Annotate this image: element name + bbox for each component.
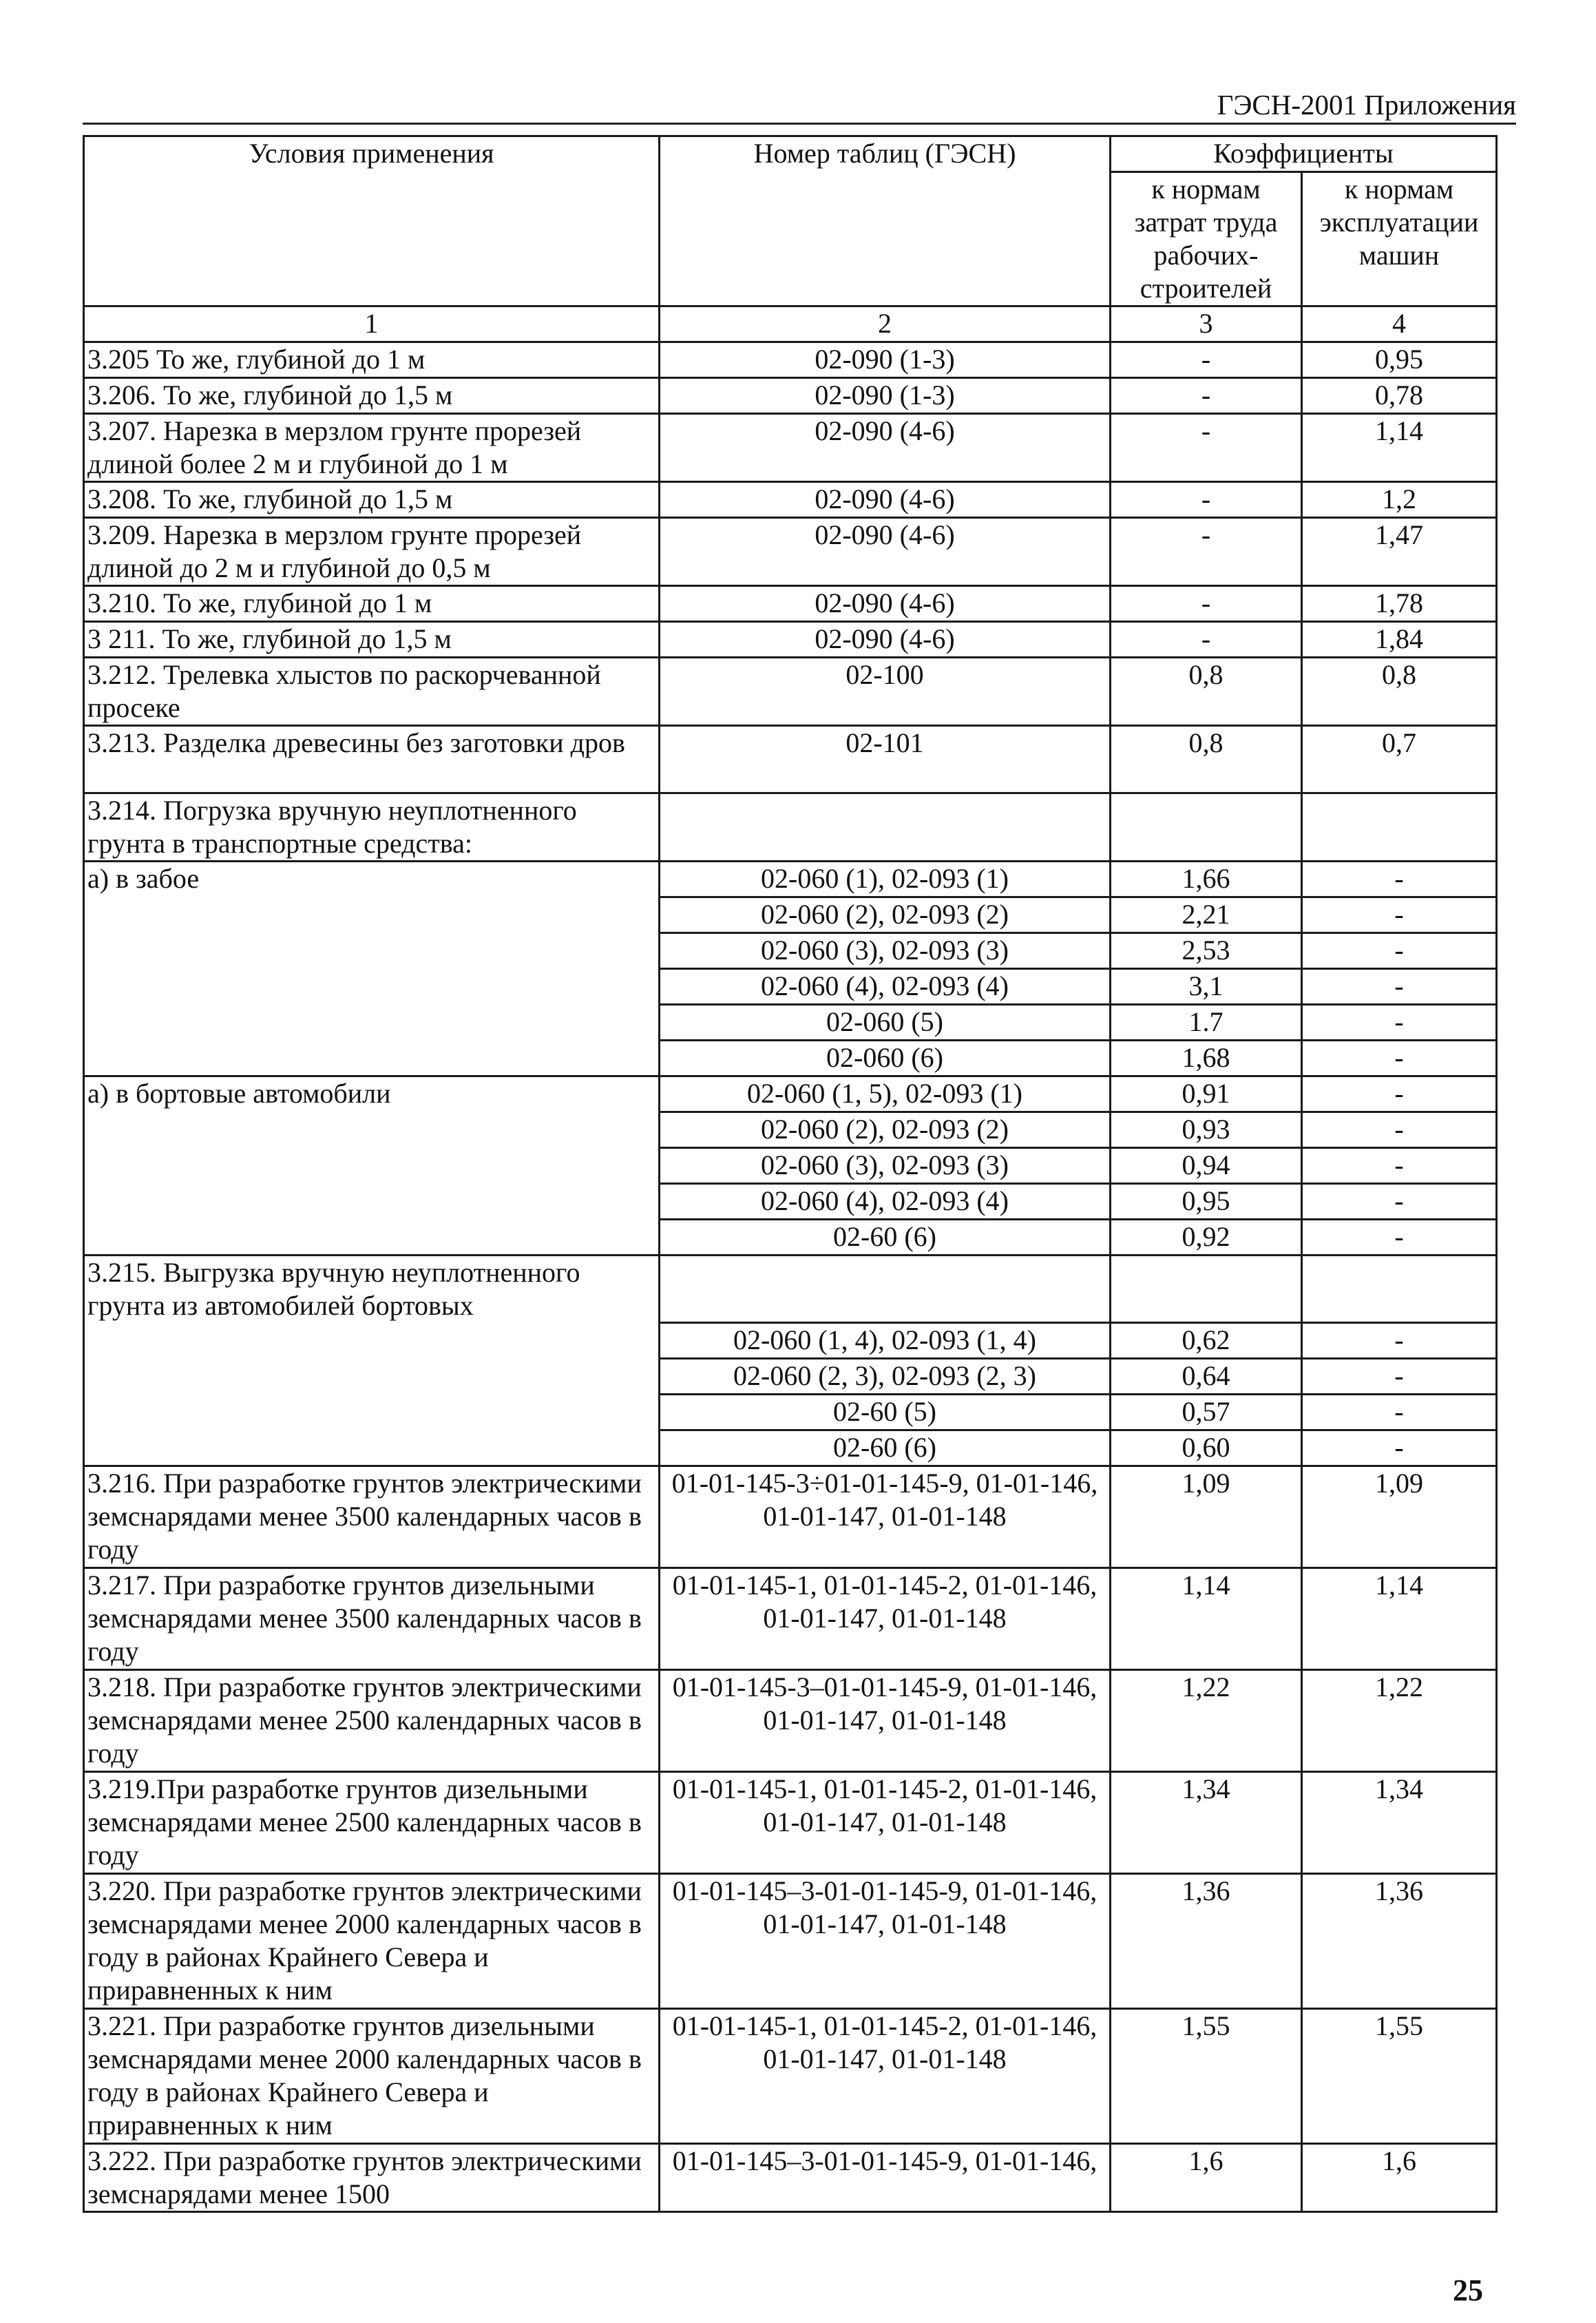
condition-cell: 3.213. Разделка древесины без заготовки дров (84, 726, 660, 793)
machine-coef-cell: - (1302, 1395, 1497, 1430)
condition-cell: 3.206. То же, глубиной до 1,5 м (84, 378, 660, 414)
labor-coef-cell: 1,34 (1111, 1772, 1302, 1874)
condition-cell: 3.217. При разработке грунтов дизельными земснарядами менее 3500 календарных часов в году (84, 1568, 660, 1670)
labor-coef-cell: 0,91 (1111, 1076, 1302, 1112)
condition-cell: 3.222. При разработке грунтов электрическими земснарядами менее 1500 (84, 2144, 660, 2212)
col-number: 3 (1111, 306, 1302, 342)
table-row (84, 1772, 1497, 1874)
table-body (84, 342, 1497, 2212)
table-number-cell: 02-090 (1-3) (660, 342, 1111, 378)
labor-coef-cell: 0,60 (1111, 1430, 1302, 1466)
table-number-cell: 01-01-145-3–01-01-145-9, 01-01-146, 01-01-147, 01-01-148 (660, 1670, 1111, 1772)
table-number-cell: 02-060 (1, 4), 02-093 (1, 4) (660, 1323, 1111, 1359)
table-row (84, 1670, 1497, 1772)
table-number-cell: 02-060 (4), 02-093 (4) (660, 1184, 1111, 1220)
labor-coef-cell: - (1111, 482, 1302, 518)
header-table-number: Номер таблиц (ГЭСН) (660, 136, 1111, 306)
condition-cell: 3.219.При разработке грунтов дизельными земснарядами менее 2500 календарных часов в году (84, 1772, 660, 1874)
table-number-cell (660, 793, 1111, 862)
col-number: 4 (1302, 306, 1497, 342)
table-number-cell: 02-090 (4-6) (660, 518, 1111, 586)
machine-coef-cell: - (1302, 1005, 1497, 1041)
table-row (84, 414, 1497, 482)
table-number-cell: 02-060 (3), 02-093 (3) (660, 1148, 1111, 1184)
machine-coef-cell: - (1302, 1323, 1497, 1359)
table-number-cell: 01-01-145–3-01-01-145-9, 01-01-146, (660, 2144, 1111, 2212)
header-conditions: Условия применения (84, 136, 660, 306)
table-row (84, 658, 1497, 726)
table-number-cell: 02-60 (6) (660, 1430, 1111, 1466)
labor-coef-cell (1111, 1256, 1302, 1323)
machine-coef-cell: - (1302, 1220, 1497, 1256)
table-number-cell: 01-01-145-3÷01-01-145-9, 01-01-146, 01-01-147, 01-01-148 (660, 1466, 1111, 1568)
table-number-cell: 01-01-145–3-01-01-145-9, 01-01-146, 01-01-147, 01-01-148 (660, 1874, 1111, 2009)
page-number: 25 (1453, 2273, 1483, 2307)
condition-cell: 3.218. При разработке грунтов электрическими земснарядами менее 2500 календарных часов в году (84, 1670, 660, 1772)
labor-coef-cell: 0,92 (1111, 1220, 1302, 1256)
labor-coef-cell: 1,22 (1111, 1670, 1302, 1772)
table-row (84, 2144, 1497, 2212)
machine-coef-cell: 1,47 (1302, 518, 1497, 586)
labor-coef-cell: - (1111, 586, 1302, 622)
table-number-cell: 02-060 (6) (660, 1041, 1111, 1076)
labor-coef-cell (1111, 793, 1302, 862)
labor-coef-cell: 1,55 (1111, 2009, 1302, 2144)
table-number-cell: 02-60 (5) (660, 1395, 1111, 1430)
table-number-cell: 02-090 (4-6) (660, 414, 1111, 482)
table-number-cell: 02-060 (3), 02-093 (3) (660, 933, 1111, 969)
machine-coef-cell: 1,6 (1302, 2144, 1497, 2212)
labor-coef-cell: - (1111, 378, 1302, 414)
labor-coef-cell: 1,6 (1111, 2144, 1302, 2212)
condition-cell: 3 211. То же, глубиной до 1,5 м (84, 622, 660, 658)
table-row (84, 1874, 1497, 2009)
machine-coef-cell (1302, 1256, 1497, 1323)
labor-coef-cell: 0,57 (1111, 1395, 1302, 1430)
machine-coef-cell: 1,84 (1302, 622, 1497, 658)
table-row (84, 482, 1497, 518)
labor-coef-cell: 0,8 (1111, 726, 1302, 793)
labor-coef-cell: 1,66 (1111, 862, 1302, 897)
header-coefficients: Коэффициенты (1111, 136, 1497, 172)
machine-coef-cell: 1,2 (1302, 482, 1497, 518)
labor-coef-cell: 0,93 (1111, 1112, 1302, 1148)
table-number-cell: 02-090 (4-6) (660, 622, 1111, 658)
labor-coef-cell: 1,68 (1111, 1041, 1302, 1076)
table-row (84, 726, 1497, 793)
header-rule (83, 123, 1516, 125)
condition-cell: 3.216. При разработке грунтов электрическими земснарядами менее 3500 календарных часов в году (84, 1466, 660, 1568)
table-number-cell: 02-060 (1, 5), 02-093 (1) (660, 1076, 1111, 1112)
table-row (84, 342, 1497, 378)
machine-coef-cell: - (1302, 933, 1497, 969)
machine-coef-cell: 0,95 (1302, 342, 1497, 378)
machine-coef-cell: 1,36 (1302, 1874, 1497, 2009)
labor-coef-cell: - (1111, 622, 1302, 658)
labor-coef-cell: - (1111, 518, 1302, 586)
table-row (84, 1568, 1497, 1670)
machine-coef-cell: 1,22 (1302, 1670, 1497, 1772)
table-number-cell: 02-060 (5) (660, 1005, 1111, 1041)
machine-coef-cell: 0,8 (1302, 658, 1497, 726)
condition-cell: 3.214. Погрузка вручную неуплотненного грунта в транспортные средства: (84, 793, 660, 862)
col-number: 1 (84, 306, 660, 342)
machine-coef-cell: - (1302, 862, 1497, 897)
machine-coef-cell: 1,78 (1302, 586, 1497, 622)
table-row (84, 1076, 1497, 1112)
labor-coef-cell: - (1111, 414, 1302, 482)
machine-coef-cell: - (1302, 1148, 1497, 1184)
condition-cell: 3.212. Трелевка хлыстов по раскорчеванной просеке (84, 658, 660, 726)
table-row (84, 793, 1497, 862)
machine-coef-cell: - (1302, 1359, 1497, 1395)
labor-coef-cell: 1,09 (1111, 1466, 1302, 1568)
machine-coef-cell (1302, 793, 1497, 862)
machine-coef-cell: - (1302, 1430, 1497, 1466)
table-number-cell: 02-060 (1), 02-093 (1) (660, 862, 1111, 897)
machine-coef-cell: 1,34 (1302, 1772, 1497, 1874)
table-number-cell: 02-090 (4-6) (660, 482, 1111, 518)
condition-cell: 3.207. Нарезка в мерзлом грунте прорезей длиной более 2 м и глубиной до 1 м (84, 414, 660, 482)
condition-cell: а) в забое (84, 862, 660, 1076)
table-row (84, 622, 1497, 658)
labor-coef-cell: 2,53 (1111, 933, 1302, 969)
table-number-cell (660, 1256, 1111, 1323)
table-row (84, 518, 1497, 586)
labor-coef-cell: 0,62 (1111, 1323, 1302, 1359)
table-row (84, 378, 1497, 414)
table-row (84, 586, 1497, 622)
table-row (84, 862, 1497, 897)
machine-coef-cell: - (1302, 1184, 1497, 1220)
labor-coef-cell: 0,95 (1111, 1184, 1302, 1220)
header-machines: к нормам эксплуатации машин (1302, 172, 1497, 306)
condition-cell: а) в бортовые автомобили (84, 1076, 660, 1256)
labor-coef-cell: 0,94 (1111, 1148, 1302, 1184)
labor-coef-cell: 1,14 (1111, 1568, 1302, 1670)
condition-cell: 3.220. При разработке грунтов электрическими земснарядами менее 2000 календарных часов в году в районах Крайнего Севера и приравненных к ним (84, 1874, 660, 2009)
labor-coef-cell: 0,8 (1111, 658, 1302, 726)
condition-cell: 3.215. Выгрузка вручную неуплотненного грунта из автомобилей бортовых (84, 1256, 660, 1466)
table-row (84, 1466, 1497, 1568)
machine-coef-cell: - (1302, 897, 1497, 933)
table-number-cell: 02-101 (660, 726, 1111, 793)
machine-coef-cell: - (1302, 1076, 1497, 1112)
machine-coef-cell: 1,14 (1302, 1568, 1497, 1670)
page-header: ГЭСН-2001 Приложения (1217, 89, 1516, 121)
condition-cell: 3.209. Нарезка в мерзлом грунте прорезей длиной до 2 м и глубиной до 0,5 м (84, 518, 660, 586)
table-number-cell: 02-060 (2), 02-093 (2) (660, 1112, 1111, 1148)
table-row (84, 1256, 1497, 1323)
table-number-cell: 02-090 (1-3) (660, 378, 1111, 414)
table-number-cell: 01-01-145-1, 01-01-145-2, 01-01-146, 01-01-147, 01-01-148 (660, 1772, 1111, 1874)
table-number-cell: 02-60 (6) (660, 1220, 1111, 1256)
col-number: 2 (660, 306, 1111, 342)
labor-coef-cell: 3,1 (1111, 969, 1302, 1005)
condition-cell: 3.221. При разработке грунтов дизельными земснарядами менее 2000 календарных часов в году в районах Крайнего Севера и приравненных к ним (84, 2009, 660, 2144)
table-number-cell: 02-060 (2), 02-093 (2) (660, 897, 1111, 933)
header-labor: к нормам затрат труда рабочих-строителей (1111, 172, 1302, 306)
condition-cell: 3.208. То же, глубиной до 1,5 м (84, 482, 660, 518)
machine-coef-cell: - (1302, 1041, 1497, 1076)
machine-coef-cell: 1,14 (1302, 414, 1497, 482)
table-number-cell: 02-060 (4), 02-093 (4) (660, 969, 1111, 1005)
labor-coef-cell: - (1111, 342, 1302, 378)
labor-coef-cell: 2,21 (1111, 897, 1302, 933)
condition-cell: 3.205 То же, глубиной до 1 м (84, 342, 660, 378)
machine-coef-cell: 1,09 (1302, 1466, 1497, 1568)
labor-coef-cell: 1.7 (1111, 1005, 1302, 1041)
table-number-cell: 02-100 (660, 658, 1111, 726)
machine-coef-cell: 1,55 (1302, 2009, 1497, 2144)
table-number-cell: 02-060 (2, 3), 02-093 (2, 3) (660, 1359, 1111, 1395)
labor-coef-cell: 1,36 (1111, 1874, 1302, 2009)
machine-coef-cell: 0,7 (1302, 726, 1497, 793)
labor-coef-cell: 0,64 (1111, 1359, 1302, 1395)
table-number-cell: 01-01-145-1, 01-01-145-2, 01-01-146, 01-01-147, 01-01-148 (660, 1568, 1111, 1670)
table-number-cell: 01-01-145-1, 01-01-145-2, 01-01-146, 01-01-147, 01-01-148 (660, 2009, 1111, 2144)
machine-coef-cell: - (1302, 969, 1497, 1005)
table-row (84, 2009, 1497, 2144)
condition-cell: 3.210. То же, глубиной до 1 м (84, 586, 660, 622)
table-number-cell: 02-090 (4-6) (660, 586, 1111, 622)
coefficients-table (83, 135, 1498, 2213)
machine-coef-cell: 0,78 (1302, 378, 1497, 414)
machine-coef-cell: - (1302, 1112, 1497, 1148)
